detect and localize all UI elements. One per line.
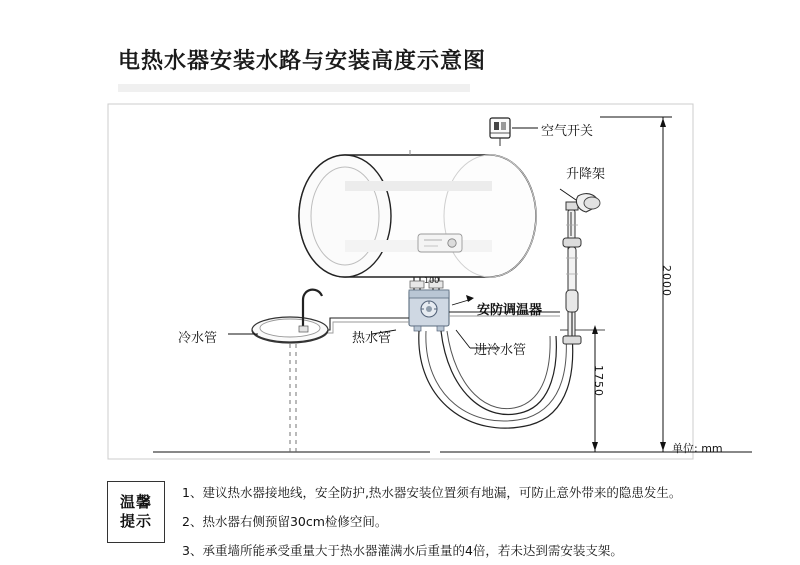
label-safety-thermostat: 安防调温器	[477, 303, 543, 318]
tip-item: 1、建议热水器接地线，安全防护,热水器安装位置须有地漏，可防止意外带来的隐患发生。	[182, 485, 682, 500]
dimension-height-total: 2000	[660, 265, 673, 297]
shower-lift-bracket	[563, 194, 600, 344]
dimension-height-lower: 1750	[592, 365, 605, 397]
label-cold-water-pipe: 冷水管	[178, 331, 218, 346]
tips-badge-line2: 提示	[119, 512, 152, 530]
page-title: 电热水器安装水路与安装高度示意图	[118, 49, 487, 74]
unit-note: 单位: mm	[672, 442, 723, 455]
tips-badge-line1: 温馨	[119, 493, 152, 512]
label-lift-bracket: 升降架	[566, 167, 606, 182]
sink-basin	[252, 290, 328, 452]
air-switch-breaker	[490, 118, 510, 146]
tip-item: 2、热水器右侧预留30cm检修空间。	[182, 514, 388, 529]
tips-badge	[107, 481, 165, 543]
tips-list	[182, 485, 742, 565]
label-valve-number: 100	[424, 276, 440, 285]
safety-thermostat-unit	[409, 290, 449, 331]
label-hot-water-pipe: 热水管	[352, 331, 392, 346]
water-heater-tank	[299, 155, 536, 277]
label-inlet-cold-water-pipe: 进冷水管	[474, 343, 527, 358]
label-air-switch: 空气开关	[541, 124, 594, 139]
tip-item: 3、承重墙所能承受重量大于热水器灌满水后重量的4倍，若未达到需安装支架。	[182, 543, 623, 558]
